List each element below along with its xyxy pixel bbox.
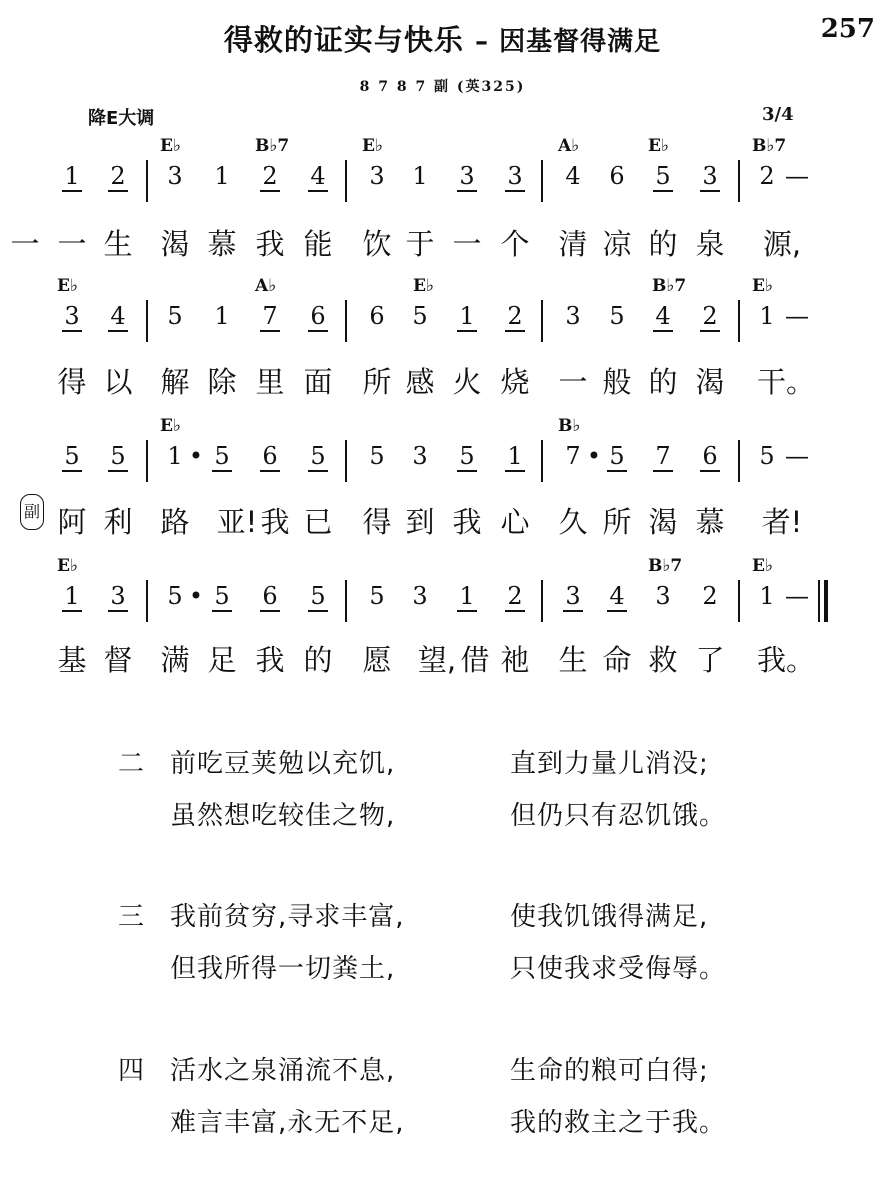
lyric-char: 感: [405, 365, 435, 399]
lyrics-line-4: [0, 638, 885, 682]
hymn-title: [0, 18, 885, 59]
note: 5: [214, 442, 230, 470]
chord: E♭: [752, 276, 773, 296]
lyric-char: 已: [303, 505, 333, 539]
note: 2: [262, 162, 278, 190]
lyric-char: 清: [558, 227, 588, 261]
lyric-char: 心: [500, 505, 530, 539]
verse-line: 虽然想吃较佳之物,: [170, 801, 396, 831]
note: 2: [759, 162, 775, 190]
bar-line: [738, 300, 740, 342]
note: 7: [565, 442, 581, 470]
lyric-char: 个: [500, 227, 530, 261]
note: 4: [609, 582, 625, 610]
note: 1: [214, 162, 230, 190]
verse-number: 二: [118, 749, 146, 779]
lyric-char: 督: [103, 643, 133, 677]
lyric-char: 泉: [695, 227, 725, 261]
note: —: [785, 582, 809, 610]
bar-line: [541, 580, 543, 622]
lyric-char: 干。: [757, 365, 816, 399]
meter-label: 8 7 8 7 副 (英325): [359, 79, 526, 95]
note: 4: [655, 302, 671, 330]
lyric-char: 一: [57, 227, 87, 261]
note: 5: [214, 582, 230, 610]
note: 5: [609, 442, 625, 470]
lyrics-line-1: [0, 222, 885, 266]
note: 5: [759, 442, 775, 470]
note: 7: [262, 302, 278, 330]
bar-line: [345, 440, 347, 482]
lyric-char: 烧: [500, 365, 530, 399]
verse-line: 只使我求受侮辱。: [510, 954, 727, 984]
lyric-char: 一: [558, 365, 588, 399]
lyric-char: 我: [260, 505, 290, 539]
refrain-label: 副: [20, 494, 44, 530]
note: 7: [655, 442, 671, 470]
note: 1: [64, 582, 80, 610]
lyric-char: 基: [57, 643, 87, 677]
note: 1: [459, 582, 475, 610]
notation-line-3: [0, 416, 885, 498]
note: 1: [64, 162, 80, 190]
time-signature: 3/4: [762, 104, 794, 125]
note: 1: [214, 302, 230, 330]
final-bar-thin: [818, 580, 820, 622]
lyric-char: 足: [207, 643, 237, 677]
chord: E♭: [362, 136, 383, 156]
note: 2: [507, 582, 523, 610]
lyric-char: 我: [452, 505, 482, 539]
chord: B♭: [558, 416, 581, 436]
note: 1: [759, 582, 775, 610]
verse-line: 直到力量儿消没;: [510, 749, 709, 779]
note: 5: [64, 442, 80, 470]
note: 3: [412, 442, 428, 470]
note: 6: [262, 442, 278, 470]
verse-line: 活水之泉涌流不息,: [170, 1056, 396, 1086]
lyric-char: 的: [648, 227, 678, 261]
bar-line: [541, 160, 543, 202]
lyric-char: 渴: [160, 227, 190, 261]
lyric-char: 祂: [500, 643, 530, 677]
note: 2: [702, 582, 718, 610]
note: 5: [167, 302, 183, 330]
bar-line: [345, 580, 347, 622]
lyric-char: 借: [460, 643, 490, 677]
note: 5: [412, 302, 428, 330]
note: 3: [507, 162, 523, 190]
chord: B♭7: [255, 136, 290, 156]
chord: B♭7: [652, 276, 687, 296]
chord: B♭7: [648, 556, 683, 576]
lyric-char: 到: [405, 505, 435, 539]
verse-number: 四: [118, 1056, 146, 1086]
bar-line: [146, 160, 148, 202]
note: 6: [369, 302, 385, 330]
chord: E♭: [57, 556, 78, 576]
note: 1: [507, 442, 523, 470]
note: —: [785, 442, 809, 470]
verse-line: 难言丰富,永无不足,: [170, 1108, 405, 1138]
notation-line-4: [0, 556, 885, 638]
lyric-char: 我。: [757, 643, 816, 677]
key-label: 降E大调: [88, 108, 155, 129]
verse-line: 我前贫穷,寻求丰富,: [170, 902, 405, 932]
lyric-char: 利: [103, 505, 133, 539]
lyric-char: 于: [405, 227, 435, 261]
note: 3: [565, 582, 581, 610]
bar-line: [738, 440, 740, 482]
bar-line: [146, 440, 148, 482]
lyric-char: 源,: [762, 227, 802, 261]
chord: E♭: [160, 416, 181, 436]
note: 5: [167, 582, 183, 610]
note: 1: [459, 302, 475, 330]
note: 3: [459, 162, 475, 190]
lyric-char: 久: [558, 505, 588, 539]
verse-line: 生命的粮可白得;: [510, 1056, 709, 1086]
lyric-char: 路: [160, 505, 190, 539]
note: 5: [459, 442, 475, 470]
lyric-char: 生: [558, 643, 588, 677]
lyric-char: 饮: [362, 227, 392, 261]
lyric-char: 面: [303, 365, 333, 399]
lyric-char: 救: [648, 643, 678, 677]
note: 1: [759, 302, 775, 330]
chord: E♭: [648, 136, 669, 156]
lyric-char: 望,: [417, 643, 457, 677]
bar-line: [345, 300, 347, 342]
note: 5: [110, 442, 126, 470]
note: 5: [369, 582, 385, 610]
lyric-char: 渴: [695, 365, 725, 399]
note: 5: [310, 582, 326, 610]
lyric-char: 的: [303, 643, 333, 677]
verse-line: 我的救主之于我。: [510, 1108, 727, 1138]
lyric-char: 亚!: [216, 505, 258, 539]
lyric-char: 慕: [695, 505, 725, 539]
note: 4: [565, 162, 581, 190]
note: 6: [702, 442, 718, 470]
notation-line-2: [0, 276, 885, 358]
note: 5: [655, 162, 671, 190]
note: 3: [702, 162, 718, 190]
note: 5: [609, 302, 625, 330]
lyric-char: 阿: [57, 505, 87, 539]
note: 3: [412, 582, 428, 610]
bar-line: [738, 160, 740, 202]
chord: E♭: [160, 136, 181, 156]
dot: •: [586, 442, 602, 470]
lyric-char: 了: [695, 643, 725, 677]
note: —: [785, 302, 809, 330]
note: 3: [565, 302, 581, 330]
final-bar-thick: [824, 580, 828, 622]
note: 1: [412, 162, 428, 190]
lyric-char: 愿: [362, 643, 392, 677]
verse-number: 三: [118, 902, 146, 932]
note: 3: [369, 162, 385, 190]
chord: E♭: [752, 556, 773, 576]
note: 3: [655, 582, 671, 610]
title-main: 得救的证实与快乐: [223, 23, 464, 57]
note: 2: [507, 302, 523, 330]
lyric-char: 解: [160, 365, 190, 399]
bar-line: [345, 160, 347, 202]
dot: •: [188, 442, 204, 470]
notation-line-1: [0, 136, 885, 218]
lyric-char: 我: [255, 227, 285, 261]
verse-line: 使我饥饿得满足,: [510, 902, 709, 932]
lyric-char: 一: [452, 227, 482, 261]
verse-line: 但仍只有忍饥饿。: [510, 801, 727, 831]
chord: A♭: [255, 276, 277, 296]
note: 1: [167, 442, 183, 470]
note: 6: [609, 162, 625, 190]
lyrics-line-2: [0, 360, 885, 404]
bar-line: [541, 440, 543, 482]
lyric-char: 一: [10, 227, 40, 261]
lyric-char: 生: [103, 227, 133, 261]
note: 5: [310, 442, 326, 470]
chord: B♭7: [752, 136, 787, 156]
lyric-char: 命: [602, 643, 632, 677]
bar-line: [146, 300, 148, 342]
lyrics-line-3: [0, 500, 885, 544]
lyric-char: 火: [452, 365, 482, 399]
note: —: [785, 162, 809, 190]
note: 3: [167, 162, 183, 190]
lyric-char: 以: [103, 365, 133, 399]
lyric-char: 所: [362, 365, 392, 399]
lyric-char: 渴: [648, 505, 678, 539]
lyric-char: 得: [362, 505, 392, 539]
note: 4: [310, 162, 326, 190]
title-sub: – 因基督得满足: [475, 27, 662, 57]
chord: E♭: [413, 276, 434, 296]
note: 5: [369, 442, 385, 470]
bar-line: [146, 580, 148, 622]
lyric-char: 里: [255, 365, 285, 399]
verse-line: 但我所得一切粪土,: [170, 954, 396, 984]
note: 3: [64, 302, 80, 330]
chord: E♭: [57, 276, 78, 296]
note: 4: [110, 302, 126, 330]
chord: A♭: [558, 136, 580, 156]
lyric-char: 者!: [761, 505, 803, 539]
note: 2: [110, 162, 126, 190]
lyric-char: 除: [207, 365, 237, 399]
verse-line: 前吃豆荚勉以充饥,: [170, 749, 396, 779]
bar-line: [541, 300, 543, 342]
lyric-char: 能: [303, 227, 333, 261]
note: 2: [702, 302, 718, 330]
lyric-char: 得: [57, 365, 87, 399]
bar-line: [738, 580, 740, 622]
lyric-char: 所: [602, 505, 632, 539]
dot: •: [188, 582, 204, 610]
lyric-char: 我: [255, 643, 285, 677]
note: 6: [262, 582, 278, 610]
lyric-char: 慕: [207, 227, 237, 261]
lyric-char: 凉: [602, 227, 632, 261]
note: 3: [110, 582, 126, 610]
lyric-char: 般: [602, 365, 632, 399]
lyric-char: 的: [648, 365, 678, 399]
note: 6: [310, 302, 326, 330]
page-number: 257: [820, 14, 875, 44]
lyric-char: 满: [160, 643, 190, 677]
